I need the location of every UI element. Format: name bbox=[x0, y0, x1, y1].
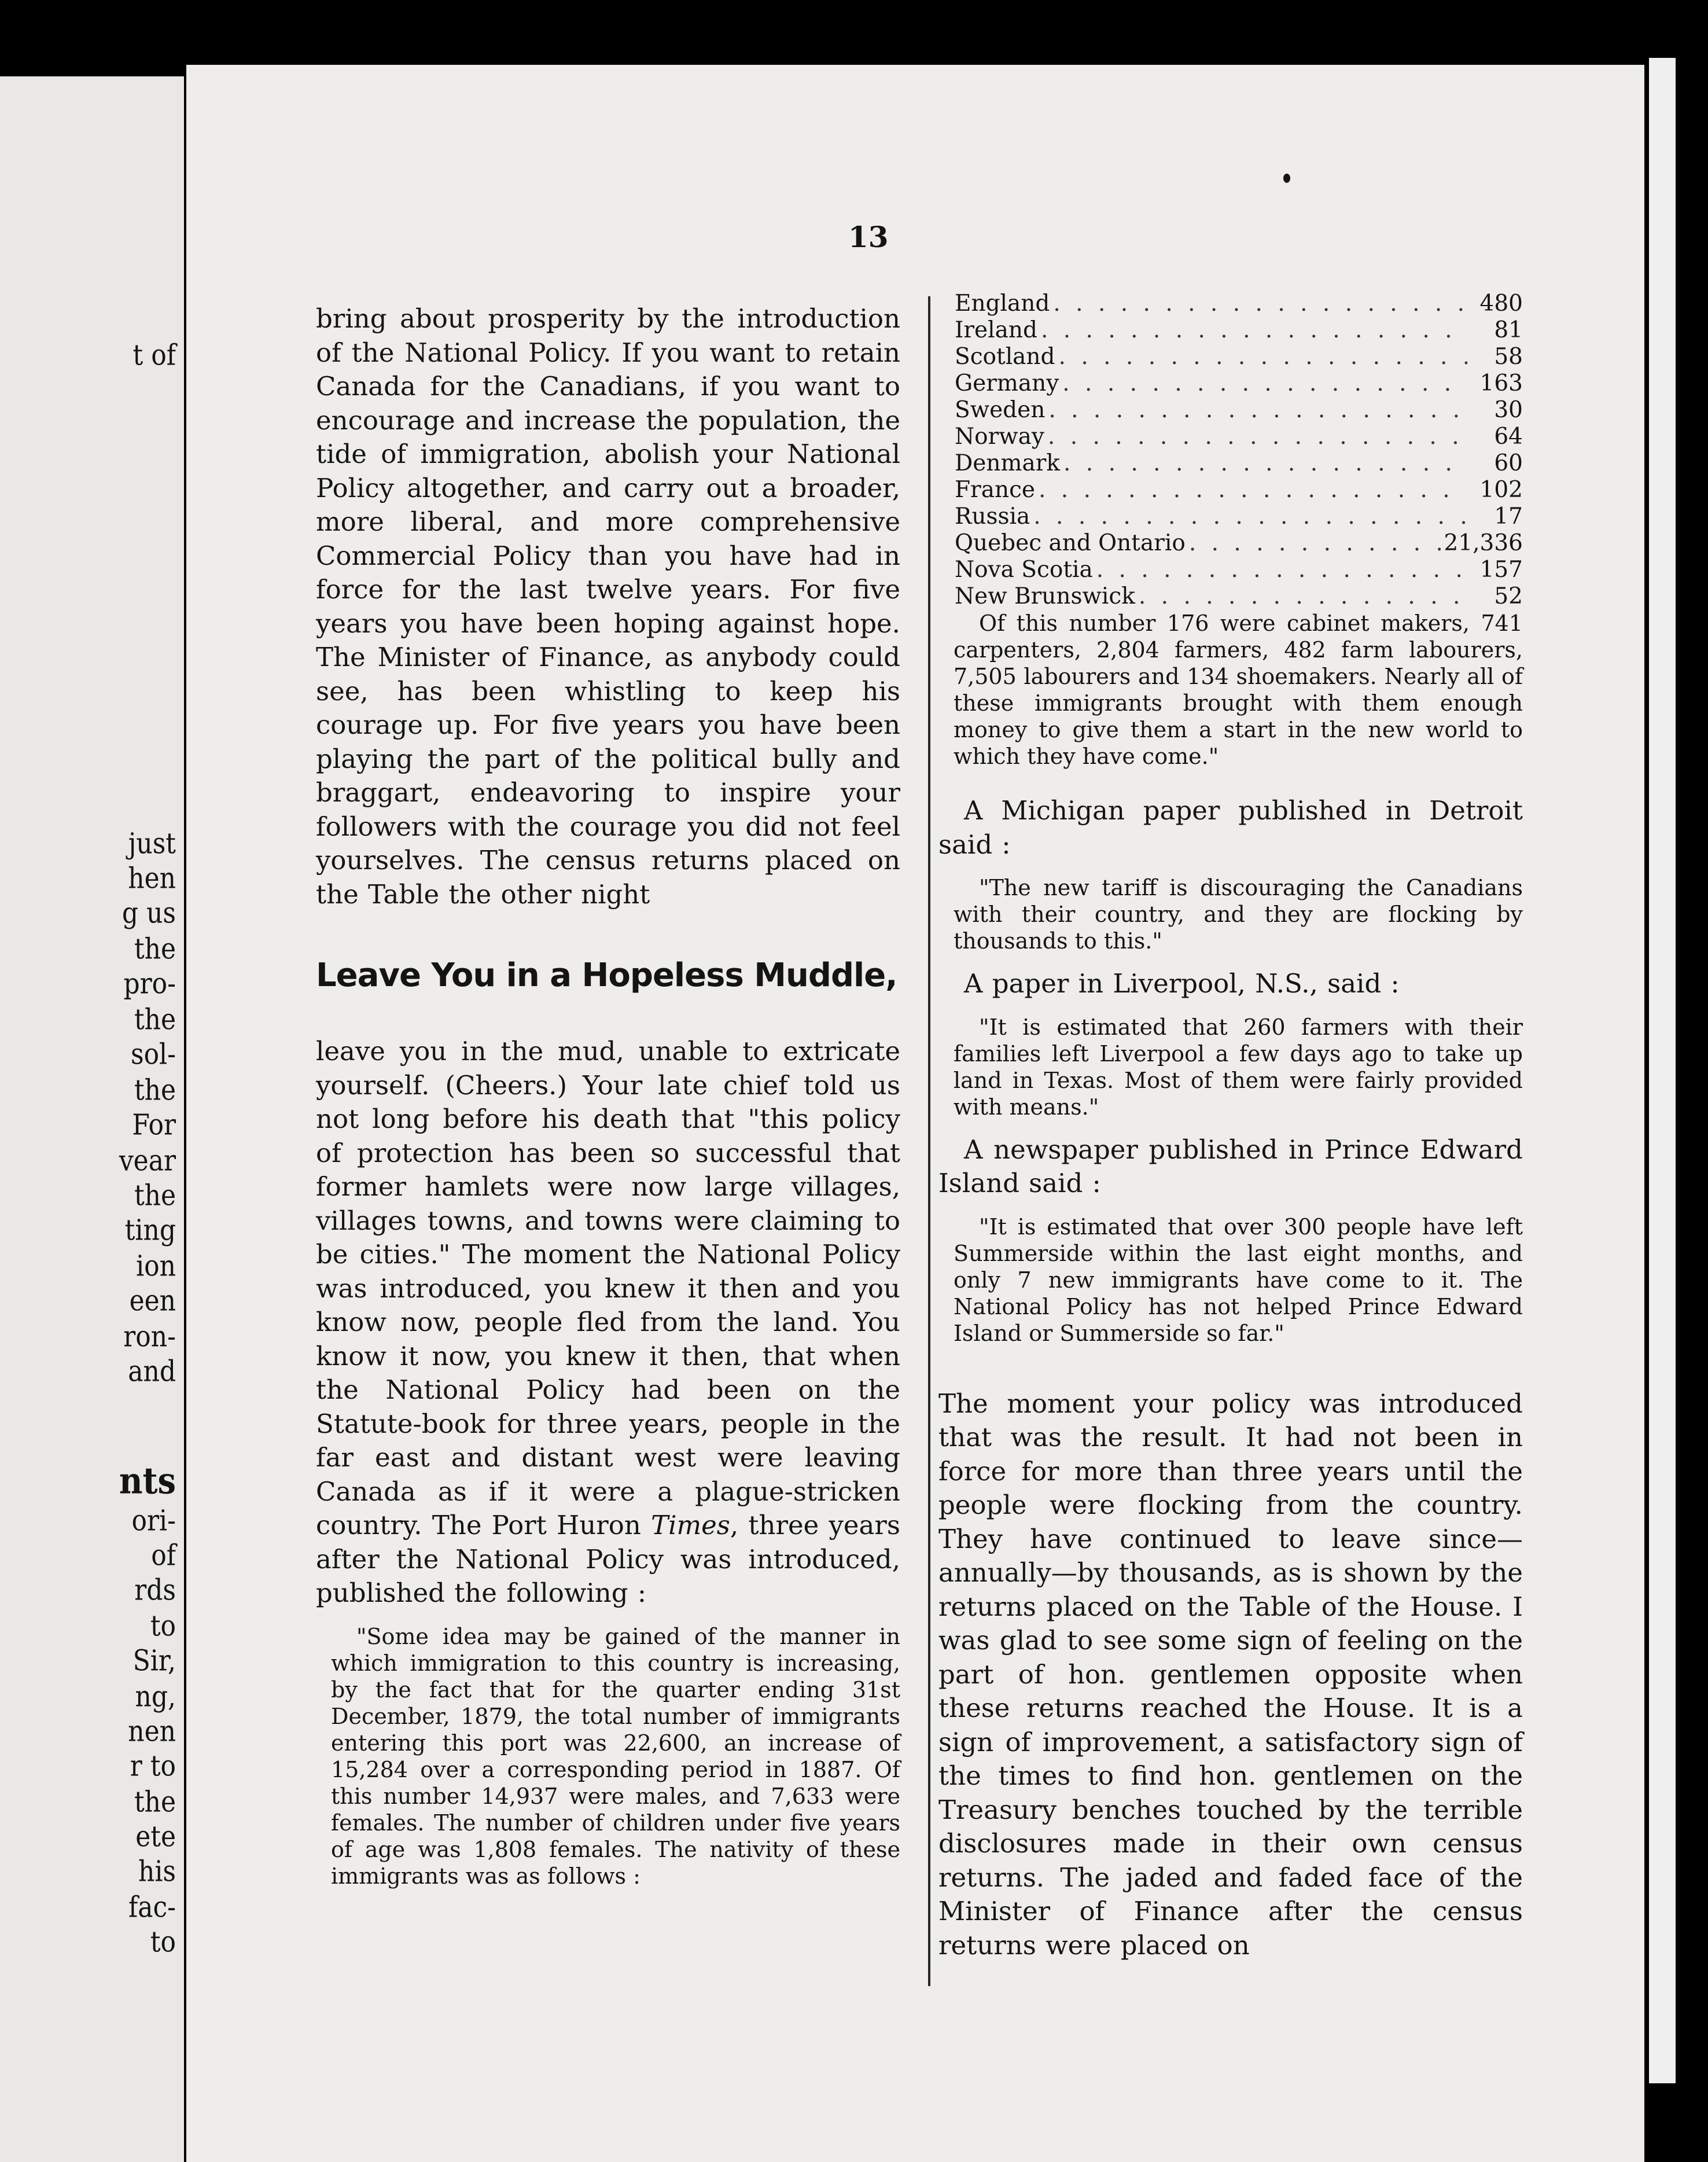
immigrant-count: 52 bbox=[1494, 583, 1523, 609]
facing-page-fragment: the bbox=[134, 1073, 176, 1107]
facing-page-fragment: ori- bbox=[131, 1504, 176, 1538]
facing-page-fragment: een bbox=[129, 1284, 176, 1318]
dot-leader bbox=[1062, 370, 1467, 397]
facing-page-fragment: ting bbox=[124, 1214, 176, 1247]
table-row bbox=[955, 291, 1523, 317]
ink-speck bbox=[1283, 174, 1290, 183]
facing-page-edge bbox=[0, 76, 184, 2162]
table-row bbox=[955, 317, 1523, 344]
page-margin-strip bbox=[1649, 58, 1676, 2083]
section-heading: Leave You in a Hopeless Muddle, bbox=[316, 957, 897, 994]
paragraph-policy-result: The moment your policy was introduced that was the result. It had not been in force for more than three years until the people were flocking from the country. They have continued to leave since—annually—by thousands, as is shown by the returns placed on the Table of the House. I was glad to see some sign of feeling on the part of hon. gentlemen opposite when these returns reached the House. It is a sign of improvement, a satisfactory sign of the times to find hon. gentlemen on the Treasury benches touched by the terrible disclosures made in their own census returns. The jaded and faded face of the Minister of Finance after the census returns were placed on bbox=[938, 1388, 1523, 1961]
country-name: France bbox=[955, 477, 1035, 503]
facing-page-fragment: just bbox=[128, 827, 176, 861]
immigrant-count: 64 bbox=[1494, 424, 1523, 450]
quote-port-huron-times: "Some idea may be gained of the manner in which immigration to this country is increasing, by the fact that for the quarter ending 31st December, 1879, the total number of immigrants entering this port was 22,600, an increase of 15,284 over a corresponding period in 1887. Of this number 14,937 were males, and 7,633 were females. The number of children under five years of age was 1,808 females. The nativity of these immigrants was as follows : bbox=[331, 1623, 900, 1889]
facing-page-fragment: vear bbox=[119, 1144, 176, 1178]
table-row bbox=[955, 450, 1523, 477]
facing-page-fragment: g us bbox=[122, 896, 176, 930]
left-column bbox=[316, 302, 900, 1889]
facing-page-fragment: Sir, bbox=[132, 1644, 176, 1678]
country-name: New Brunswick bbox=[955, 583, 1135, 609]
dot-leader bbox=[1053, 291, 1467, 317]
pei-intro: A newspaper published in Prince Edward Island said : bbox=[938, 1134, 1523, 1198]
dot-leader bbox=[1039, 477, 1467, 503]
dot-leader bbox=[1033, 503, 1467, 530]
immigrant-count: 17 bbox=[1494, 503, 1523, 530]
newspaper-name: Times bbox=[651, 1510, 730, 1540]
pei-quote: "It is estimated that over 300 people have left Summerside within the last eight months, and only 7 new immigrants have come to it. The National Policy has not helped Prince Edward Island or Summerside so far." bbox=[954, 1214, 1523, 1346]
facing-page-fragment: ete bbox=[135, 1820, 176, 1854]
facing-page-fragment: rds bbox=[134, 1573, 176, 1607]
dot-leader bbox=[1041, 317, 1467, 344]
right-column bbox=[938, 291, 1523, 1962]
dot-leader bbox=[1063, 450, 1467, 477]
facing-page-fragment: hen bbox=[128, 862, 176, 895]
paragraph-prosperity: bring about prosperity by the introduction of the National Policy. If you want to retain Canada for the Canadians, if you want to encourage and increase the population, the tide of immigration, abolish your National Policy altogether, and carry out a broader, more liberal, and more comprehensive Commercial Policy than you have had in force for the last twelve years. For five years you have been hoping against hope. The Minister of Finance, as anybody could see, has been whistling to keep his courage up. For five years you have been playing the part of the political bully and braggart, endeavoring to inspire your followers with the courage you did not feel yourselves. The census returns placed on the Table the other night bbox=[316, 303, 900, 910]
facing-page-fragment: the bbox=[134, 1785, 176, 1819]
table-row bbox=[955, 370, 1523, 397]
dot-leader bbox=[1139, 583, 1467, 610]
immigrant-count: 480 bbox=[1479, 291, 1523, 317]
document-page bbox=[186, 65, 1644, 2162]
facing-page-fragment: t of bbox=[132, 339, 176, 372]
immigrant-count: 163 bbox=[1479, 370, 1523, 396]
michigan-quote: "The new tariff is discouraging the Canadians with their country, and they are flocking by thousands to this." bbox=[954, 875, 1523, 954]
country-name: Germany bbox=[955, 370, 1059, 396]
country-name: Scotland bbox=[955, 344, 1055, 370]
occupation-note: Of this number 176 were cabinet makers, 741 carpenters, 2,804 farmers, 482 farm labourers, 7,505 labourers and 134 shoemakers. Nearly all of these immigrants brought with them enough money to give them a start in the new world to which they have come." bbox=[954, 611, 1523, 769]
facing-page-fragment: to bbox=[150, 1609, 176, 1643]
table-row bbox=[955, 530, 1523, 557]
page-number: 13 bbox=[848, 220, 889, 254]
facing-page-fragment: the bbox=[134, 1179, 176, 1212]
immigrant-count: 102 bbox=[1479, 477, 1523, 503]
facing-page-fragment: sol- bbox=[130, 1038, 176, 1071]
facing-page-fragment: ng, bbox=[135, 1680, 176, 1714]
country-name: Sweden bbox=[955, 397, 1046, 423]
michigan-intro: A Michigan paper published in Detroit said : bbox=[938, 795, 1523, 860]
country-name: Norway bbox=[955, 424, 1044, 450]
country-name: Denmark bbox=[955, 450, 1060, 476]
facing-page-fragment: r to bbox=[130, 1749, 176, 1783]
liverpool-quote: "It is estimated that 260 farmers with their families left Liverpool a few days ago to take up land in Texas. Most of them were fairly provided with means." bbox=[954, 1014, 1523, 1120]
facing-page-fragment: the bbox=[134, 1003, 176, 1036]
country-name: Quebec and Ontario bbox=[955, 530, 1186, 556]
facing-page-fragment: ion bbox=[136, 1249, 176, 1283]
facing-page-fragment: of bbox=[151, 1539, 176, 1572]
table-row bbox=[955, 344, 1523, 370]
paragraph-text: leave you in the mud, unable to extricate yourself. (Cheers.) Your late chief told us not long before his death that "this policy of protection has been so successful that former hamlets were now large villages, villages towns, and towns were claiming to be cities." The moment the National Policy was introduced, you knew it then and you know now, people fled from the land. You know it now, you knew it then, that when the National Policy had been on the Statute-book for three years, people in the far east and distant west were leaving Canada as if it were a plague-stricken country. The Port Huron bbox=[316, 1036, 900, 1540]
nativity-table bbox=[938, 291, 1523, 610]
facing-page-fragment: his bbox=[138, 1855, 176, 1888]
facing-page-fragment: and bbox=[128, 1355, 176, 1388]
immigrant-count: 21,336 bbox=[1444, 530, 1523, 556]
table-row bbox=[955, 424, 1523, 450]
country-name: Nova Scotia bbox=[955, 557, 1093, 583]
immigrant-count: 60 bbox=[1494, 450, 1523, 476]
facing-page-fragment: For bbox=[132, 1108, 176, 1142]
facing-page-fragment: nts bbox=[119, 1459, 176, 1502]
table-row bbox=[955, 477, 1523, 503]
immigrant-count: 58 bbox=[1494, 344, 1523, 370]
dot-leader bbox=[1048, 424, 1467, 450]
facing-page-fragment: nen bbox=[128, 1715, 176, 1748]
country-name: Ireland bbox=[955, 317, 1037, 343]
facing-page-fragment: to bbox=[150, 1925, 176, 1959]
facing-page-fragment: ron- bbox=[123, 1320, 176, 1354]
facing-page-fragment: the bbox=[134, 932, 176, 966]
paragraph-leave-you bbox=[316, 1035, 900, 1611]
table-row bbox=[955, 557, 1523, 583]
table-row bbox=[955, 397, 1523, 424]
liverpool-intro: A paper in Liverpool, N.S., said : bbox=[964, 968, 1400, 999]
table-row bbox=[955, 583, 1523, 610]
dot-leader bbox=[1096, 557, 1467, 583]
immigrant-count: 81 bbox=[1494, 317, 1523, 343]
dot-leader bbox=[1048, 397, 1467, 424]
dot-leader bbox=[1059, 344, 1467, 370]
dot-leader bbox=[1189, 530, 1441, 557]
table-row bbox=[955, 503, 1523, 530]
facing-page-fragment: fac- bbox=[128, 1891, 176, 1924]
country-name: Russia bbox=[955, 503, 1030, 530]
immigrant-count: 157 bbox=[1479, 557, 1523, 583]
immigrant-count: 30 bbox=[1494, 397, 1523, 423]
paragraph-text-end: , three years after the National Policy was introduced, published the following : bbox=[316, 1510, 900, 1608]
country-name: England bbox=[955, 291, 1050, 317]
facing-page-fragment: pro- bbox=[123, 967, 176, 1001]
column-divider bbox=[928, 296, 930, 1986]
